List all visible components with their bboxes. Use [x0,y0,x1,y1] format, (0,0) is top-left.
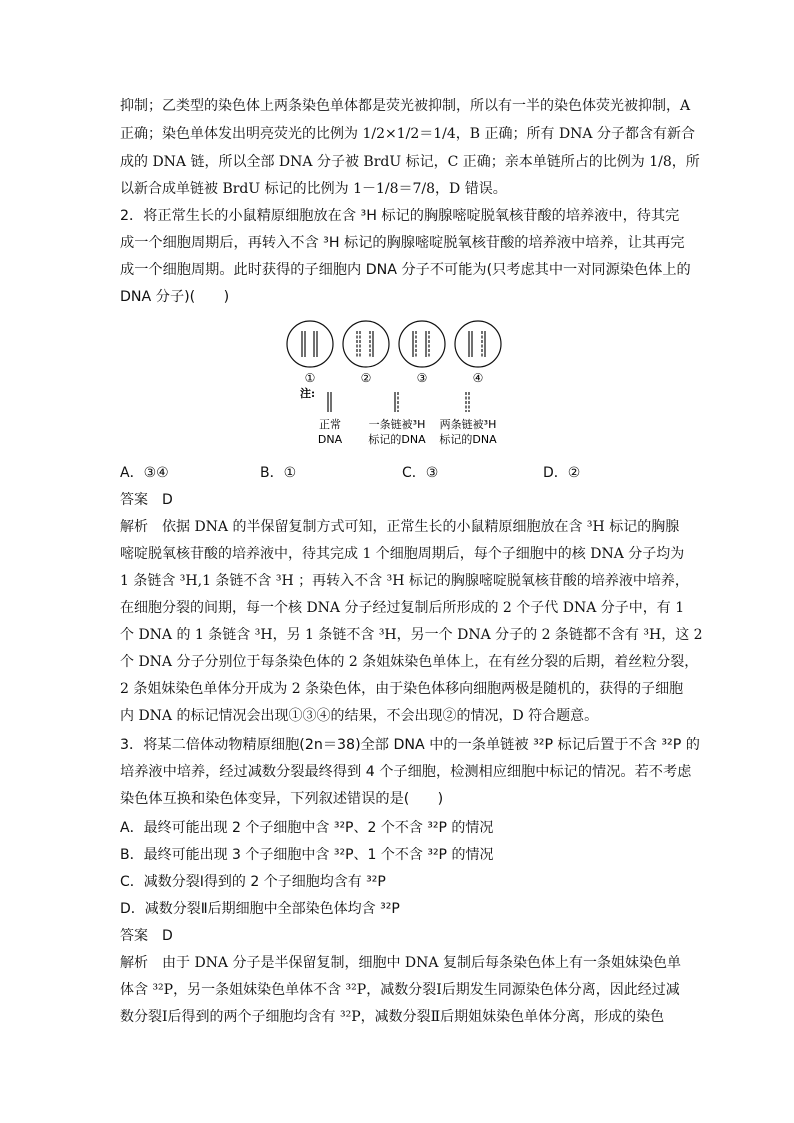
analysis-line: 1 条链含 ³H,1 条链不含 ³H ；再转入不含 ³H 标记的胸腺嘧啶脱氧核苷酸的培养液中培养， [120,573,689,589]
analysis-line: 解析 依据 DNA 的半保留复制方式可知，正常生长的小鼠精原细胞放在含 ³H 标记的胸腺 [120,519,680,535]
analysis-line: 体含 ³²P，另一条姐妹染色单体不含 ³²P，减数分裂Ⅰ后期发生同源染色体分离，因此经过减 [120,982,680,998]
text-line: 成的 DNA 链，所以全部 DNA 分子被 BrdU 标记，C 正确；亲本单链所占的比例为 1/8，所 [120,154,700,170]
cell-2 [343,321,389,385]
answer: 答案 D [120,928,173,944]
option-c: C．减数分裂Ⅰ得到的 2 个子细胞均含有 ³²P [120,874,386,890]
cell-label: ① [304,371,316,385]
cell-label: ④ [472,371,484,385]
legend-normal-dna [318,392,343,446]
question-2-line: 2．将正常生长的小鼠精原细胞放在含 ³H 标记的胸腺嘧啶脱氧核苷酸的培养液中，待其完 [120,208,680,224]
option-d: D．② [543,465,581,481]
option-b: B．最终可能出现 3 个子细胞中含 ³²P、1 个不含 ³²P 的情况 [120,847,494,863]
analysis-line: 数分裂Ⅰ后得到的两个子细胞均含有 ³²P，减数分裂Ⅱ后期姐妹染色单体分离，形成的染色 [120,1009,665,1025]
svg-text:一条链被³H: 一条链被³H [368,418,426,431]
analysis-line: 个 DNA 分子分别位于每条染色体的 2 条姐妹染色单体上，在有丝分裂的后期，着丝粒分裂， [120,654,699,670]
legend-one-strand-labeled [368,392,426,446]
svg-text:DNA: DNA [317,433,343,446]
option-a: A．③④ [120,465,169,481]
dna-labeling-figure [280,320,520,460]
cell-3 [399,321,445,385]
cell-1 [287,321,333,385]
cell-label: ② [360,371,372,385]
text-line: 以新合成单链被 BrdU 标记的比例为 1－1/8＝7/8，D 错误。 [120,181,507,197]
analysis-line: 2 条姐妹染色单体分开成为 2 条染色体，由于染色体移向细胞两极是随机的，获得的子细胞 [120,681,684,697]
question-2-line: 成一个细胞周期。此时获得的子细胞内 DNA 分子不可能为(只考虑其中一对同源染色体上的 [120,262,691,278]
note-label: 注: [300,387,316,400]
legend-two-strands-labeled [439,392,497,446]
svg-text:标记的DNA: 标记的DNA [368,433,426,446]
question-3-line: 染色体互换和染色体变异，下列叙述错误的是( ) [120,791,444,807]
analysis-line: 在细胞分裂的间期，每一个核 DNA 分子经过复制后所形成的 2 个子代 DNA 分子中，有 1 [120,600,685,616]
question-3-line: 培养液中培养，经过减数分裂最终得到 4 个子细胞，检测相应细胞中标记的情况。若不考虑 [120,764,692,780]
question-2-line: DNA 分子)( ) [120,289,230,305]
answer: 答案 D [120,492,173,508]
svg-text:正常: 正常 [319,418,341,431]
text-line: 抑制；乙类型的染色体上两条染色单体都是荧光被抑制，所以有一半的染色体荧光被抑制，A [120,98,691,114]
option-d: D．减数分裂Ⅱ后期细胞中全部染色体均含 ³²P [120,901,400,917]
analysis-line: 内 DNA 的标记情况会出现①③④的结果，不会出现②的情况，D 符合题意。 [120,708,599,724]
option-c: C．③ [402,465,439,481]
question-3-line: 3．将某二倍体动物精原细胞(2n＝38)全部 DNA 中的一条单链被 ³²P 标记后置于不含 ³²P 的 [120,737,700,753]
svg-text:两条链被³H: 两条链被³H [439,418,497,431]
cell-label: ③ [416,371,428,385]
option-b: B．① [260,465,297,481]
svg-text:标记的DNA: 标记的DNA [439,433,497,446]
question-2-line: 成一个细胞周期后，再转入不含 ³H 标记的胸腺嘧啶脱氧核苷酸的培养液中培养，让其再完 [120,235,685,251]
analysis-line: 嘧啶脱氧核苷酸的培养液中，待其完成 1 个细胞周期后，每个子细胞中的核 DNA 分子均为 [120,546,685,562]
analysis-line: 个 DNA 的 1 条链含 ³H，另 1 条链不含 ³H，另一个 DNA 分子的 2 条链都不含有 ³H，这 2 [120,627,703,643]
option-a: A．最终可能出现 2 个子细胞中含 ³²P、2 个不含 ³²P 的情况 [120,820,494,836]
cell-4 [455,321,501,385]
analysis-line: 解析 由于 DNA 分子是半保留复制，细胞中 DNA 复制后每条染色体上有一条姐妹染色单 [120,955,681,971]
text-line: 正确；染色单体发出明亮荧光的比例为 1/2×1/2＝1/4，B 正确；所有 DNA 分子都含有新合 [120,126,695,142]
